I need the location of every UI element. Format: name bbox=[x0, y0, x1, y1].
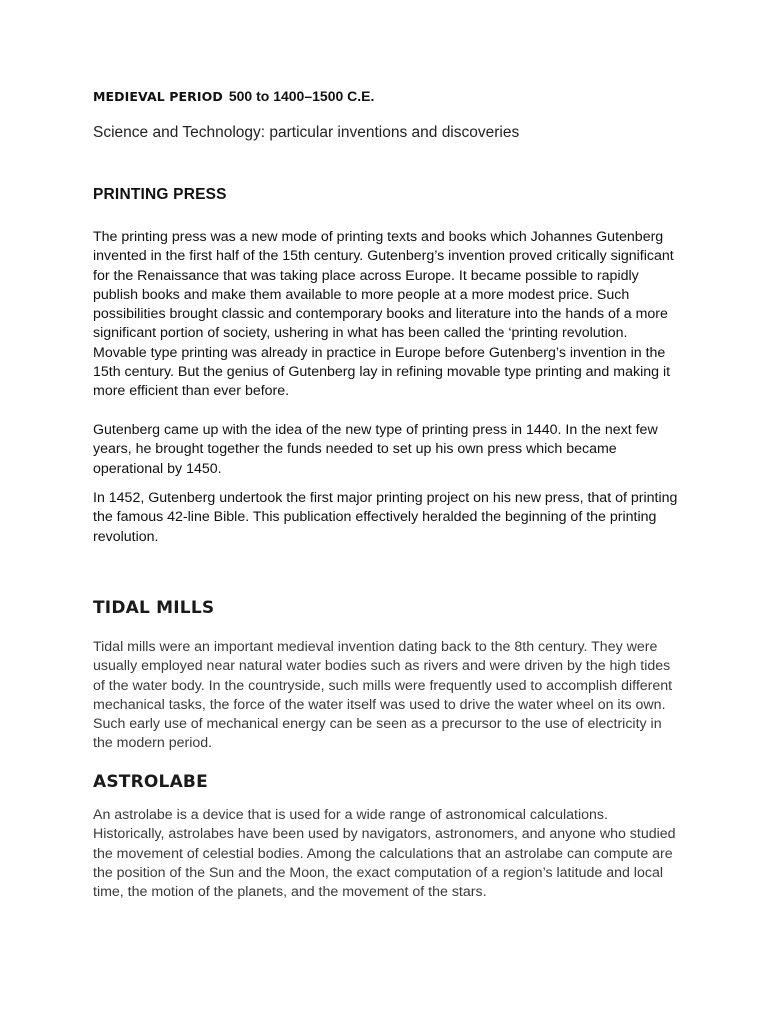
period-header bbox=[93, 88, 374, 106]
paragraph-printing-2: Gutenberg came up with the idea of the new type of printing press in 1440. In the next few years, he brought together the funds needed to set up his own press which became operational by 1450. bbox=[93, 422, 658, 477]
paragraph-tidal-mills: Tidal mills were an important medieval invention dating back to the 8th century. They were usually employed near natural water bodies such as rivers and were driven by the high tides of the water body. In the countryside, such mills were frequently used to accomplish different mechanical tasks, the force of the water itself was used to drive the water wheel on its own. Such early use of mechanical energy can be seen as a precursor to the use of electricity in the modern period. bbox=[93, 639, 673, 752]
paragraph-printing-1: The printing press was a new mode of printing texts and books which Johannes Gutenberg invented in the first half of the 15th century. Gutenberg’s invention proved critically significant for the Renaissance that was taking place across Europe. It became possible to rapidly publish books and make them available to more people at a more modest price. Such possibilities brought classic and contemporary books and literature into the hands of a more significant portion of society, ushering in what has been called the ‘printing revolution. Movable type printing was already in practice in Europe before Gutenberg’s invention in the 15th century. But the genius of Gutenberg lay in refining movable type printing and making it more efficient than ever before. bbox=[93, 229, 674, 400]
period-dates: 500 to 1400–1500 C.E. bbox=[228, 88, 375, 104]
heading-printing-press: PRINTING PRESS bbox=[93, 186, 227, 203]
paragraph-printing-3: In 1452, Gutenberg undertook the first major printing project on his new press, that of printing the famous 42-line Bible. This publication effectively heralded the beginning of the printing revolution. bbox=[93, 490, 678, 545]
document-subtitle: Science and Technology: particular inventions and discoveries bbox=[93, 124, 520, 141]
heading-astrolabe: ASTROLABE bbox=[93, 772, 208, 792]
heading-tidal-mills: TIDAL MILLS bbox=[93, 598, 215, 618]
paragraph-astrolabe: An astrolabe is a device that is used for a wide range of astronomical calculations. Historically, astrolabes have been used by navigators, astronomers, and anyone who studied the movement of celestial bodies. Among the calculations that an astrolabe can compute are the position of the Sun and the Moon, the exact computation of a region’s latitude and local time, the motion of the planets, and the movement of the stars. bbox=[93, 807, 676, 901]
period-label: MEDIEVAL PERIOD bbox=[93, 89, 223, 104]
